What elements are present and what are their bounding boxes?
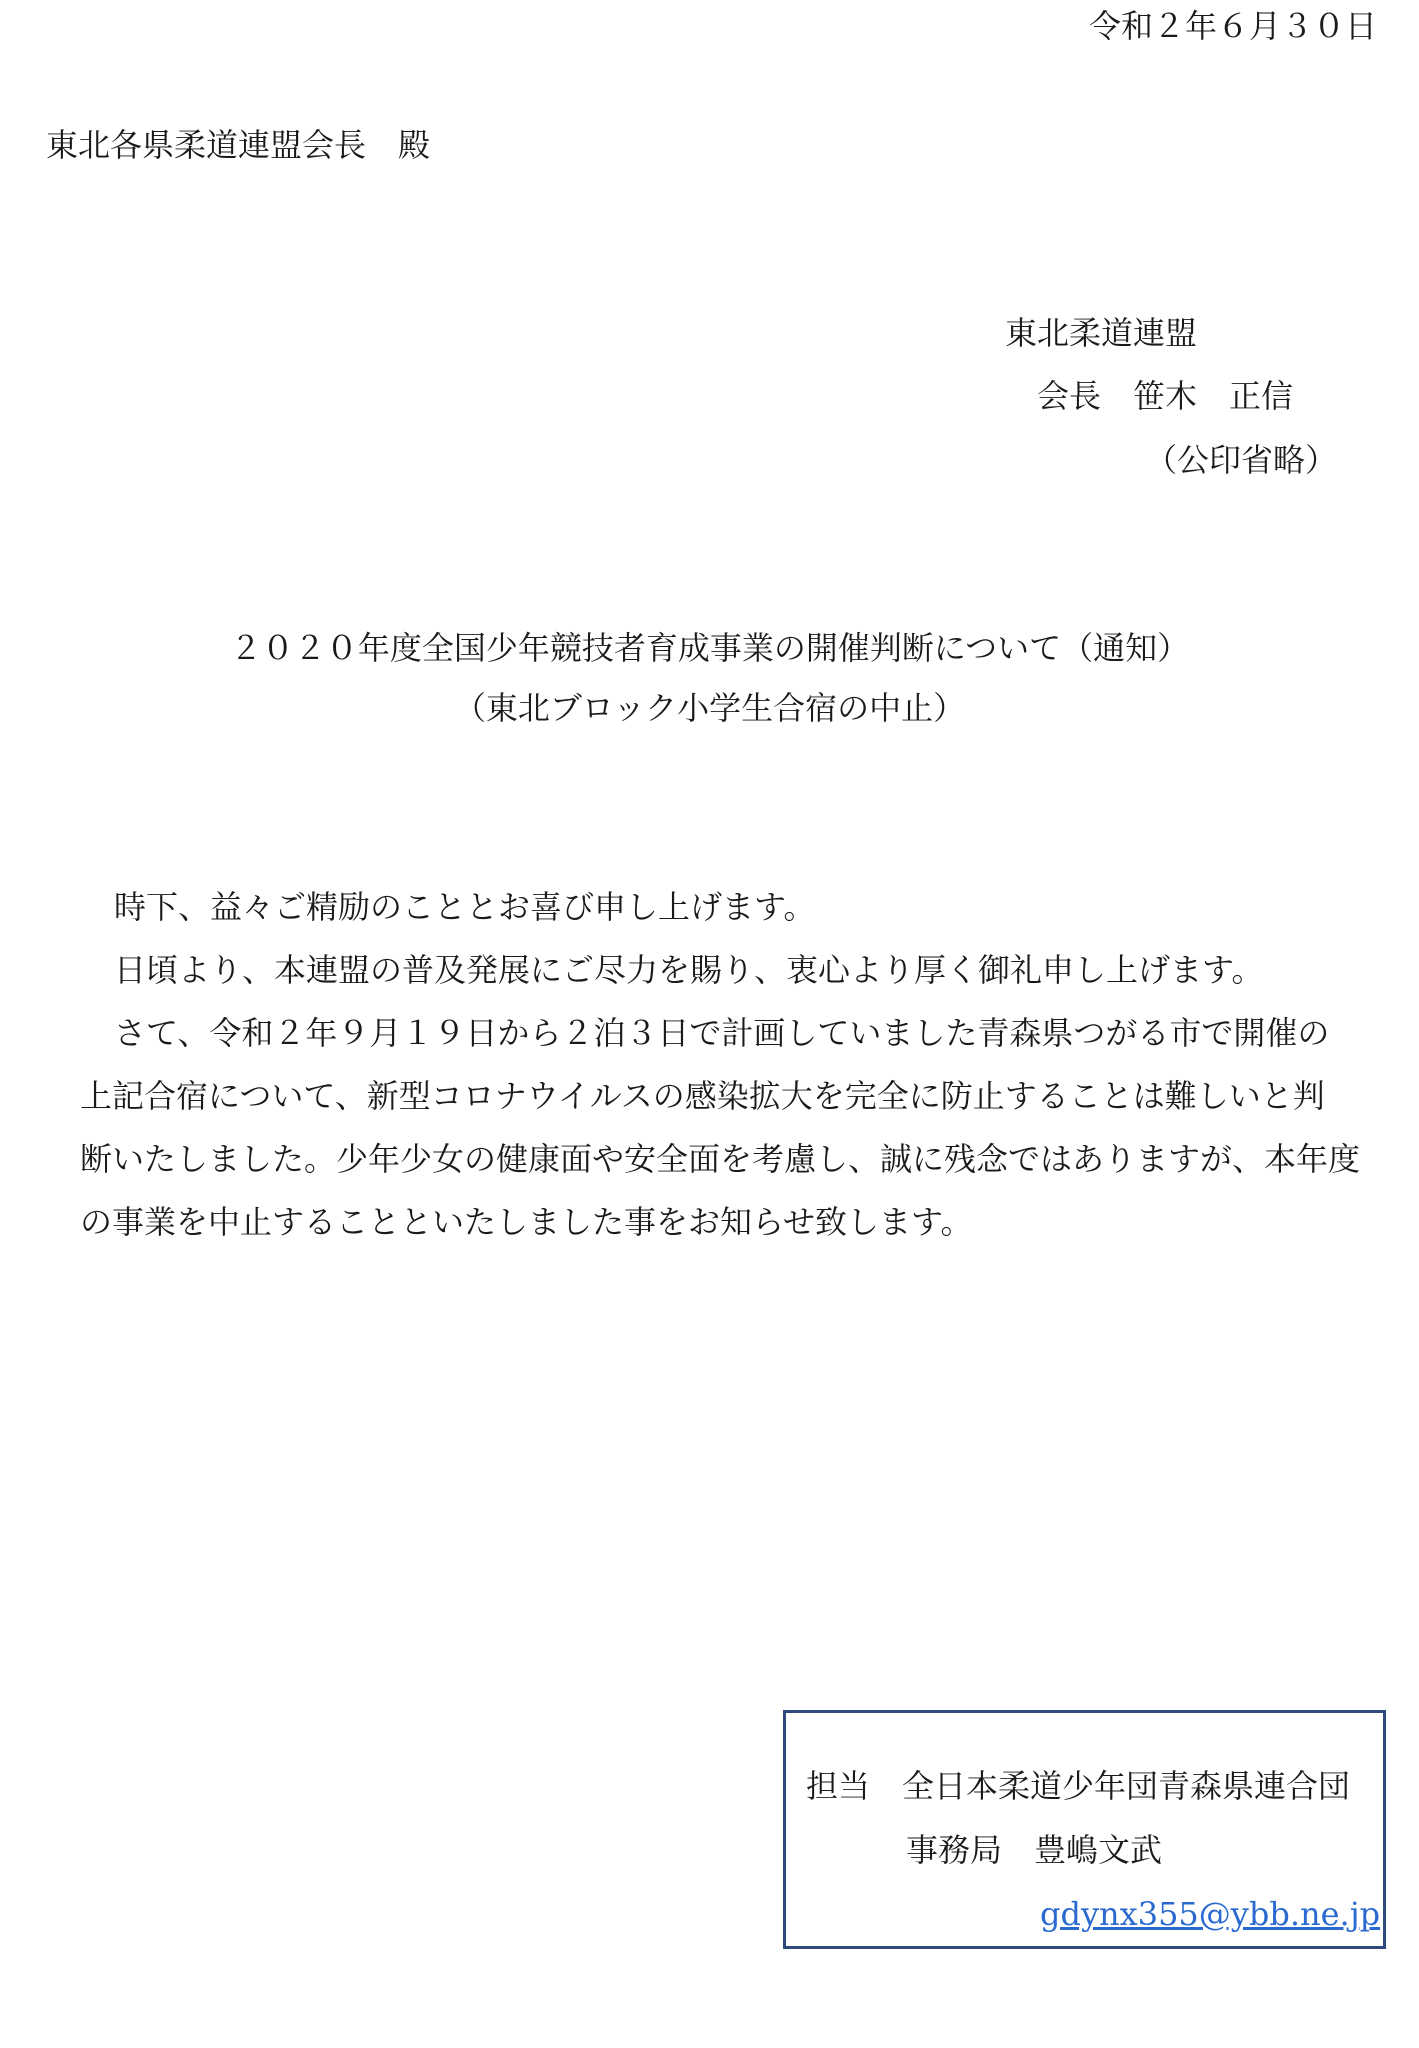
body-line: の事業を中止することといたしました事をお知らせ致します。 bbox=[80, 1203, 973, 1241]
body-line: さて、令和２年９月１９日から２泊３日で計画していました青森県つがる市で開催の bbox=[114, 1014, 1330, 1052]
body-line: 日頃より、本連盟の普及発展にご尽力を賜り、衷心より厚く御礼申し上げます。 bbox=[114, 951, 1264, 989]
body-line: 時下、益々ご精励のこととお喜び申し上げます。 bbox=[114, 888, 816, 926]
document-subtitle: （東北ブロック小学生合宿の中止） bbox=[453, 689, 966, 727]
document-date: 令和２年６月３０日 bbox=[1088, 7, 1377, 45]
addressee: 東北各県柔道連盟会長 殿 bbox=[46, 126, 431, 164]
sender-name: 会長 笹木 正信 bbox=[1037, 377, 1294, 415]
contact-email-link[interactable]: gdynx355@ybb.ne.jp bbox=[1040, 1895, 1381, 1933]
contact-person-line: 担当 全日本柔道少年団青森県連合団 bbox=[806, 1767, 1351, 1805]
seal-omitted-note: （公印省略） bbox=[1145, 441, 1338, 479]
body-line: 上記合宿について、新型コロナウイルスの感染拡大を完全に防止することは難しいと判 bbox=[80, 1077, 1325, 1115]
body-line: 断いたしました。少年少女の健康面や安全面を考慮し、誠に残念ではありますが、本年度 bbox=[80, 1140, 1361, 1178]
contact-box bbox=[783, 1710, 1386, 1949]
contact-office-line: 事務局 豊嶋文武 bbox=[906, 1831, 1163, 1869]
letter-body bbox=[80, 876, 1380, 1254]
sender-organization: 東北柔道連盟 bbox=[1005, 314, 1198, 352]
document-title: ２０２０年度全国少年競技者育成事業の開催判断について（通知） bbox=[229, 629, 1190, 667]
